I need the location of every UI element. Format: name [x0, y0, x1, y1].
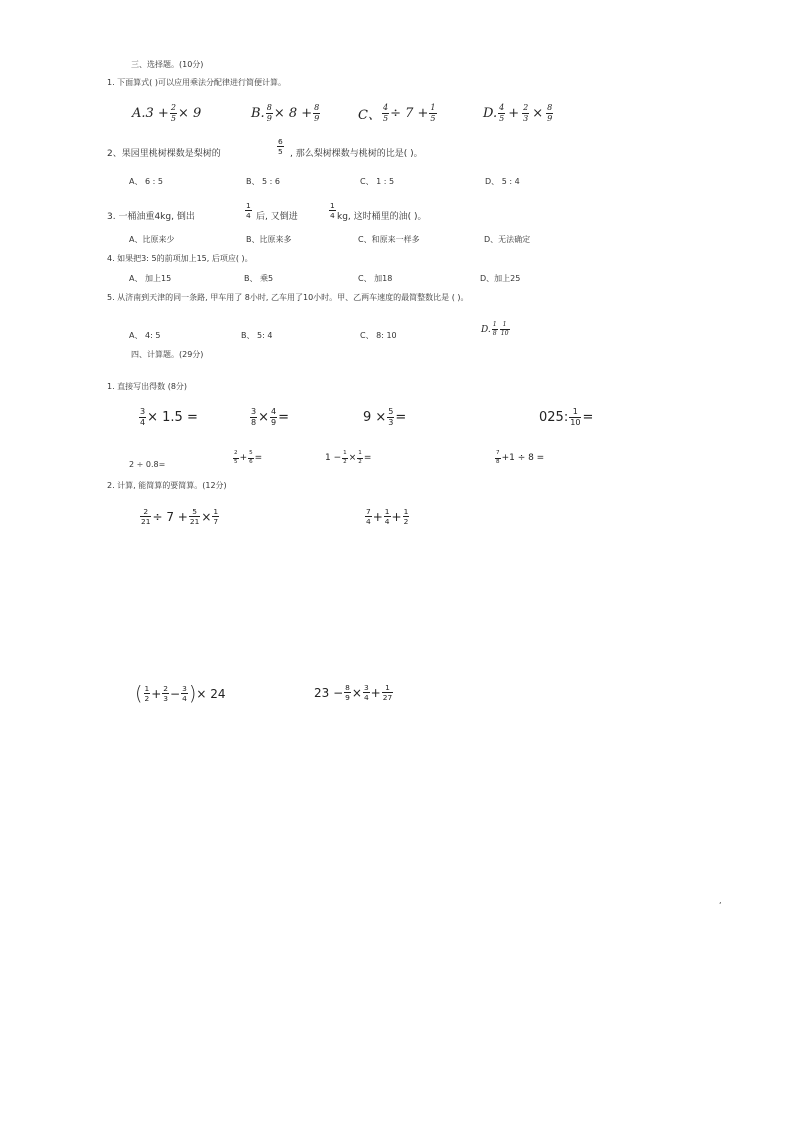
q2-option-c: C、 1 : 5 — [360, 177, 395, 186]
q3-option-b: B、比原来多 — [246, 235, 292, 244]
q1-option-b: B. $\frac{8}{9}$ × 8 + $\frac{8}{9}$ — [251, 103, 320, 124]
q5-option-c: C、 8: 10 — [360, 331, 397, 340]
calc-c1: $\frac{2}{21}$ ÷ 7 + $\frac{5}{21}$ × $\frac{1}{7}$ — [141, 507, 219, 527]
q1-option-d: D. $\frac{4}{5}$ + $\frac{2}{3}$ × $\frac{8}{9}$ — [483, 103, 553, 124]
q5-stem: 5. 从济南到天津的同一条路, 甲车用了 8小时, 乙车用了10小时。甲、乙两车速度的最简整数比是 ( )。 — [107, 293, 469, 302]
q5-option-d: D. $\frac{1}{8}$ $\frac{1}{10}$ — [481, 321, 509, 338]
calc-c4: 23 − $\frac{8}{9}$ × $\frac{3}{4}$ + $\frac{1}{27}$ — [314, 683, 393, 703]
q2-option-a: A、 6 : 5 — [129, 177, 163, 186]
calc-e8: $\frac{7}{8}$ +1 ÷ 8 = — [496, 450, 545, 465]
q4-option-c: C、 加18 — [358, 274, 393, 283]
part1-title: 1. 直接写出得数 (8分) — [107, 382, 188, 391]
calc-e4: 025: $\frac{1}{10}$ = — [539, 407, 594, 428]
stray-mark: , — [719, 896, 722, 905]
calc-e6: $\frac{2}{5}$ + $\frac{5}{6}$ = — [234, 450, 263, 465]
q3-option-a: A、比原来少 — [129, 235, 175, 244]
calc-c2: $\frac{7}{4}$ + $\frac{1}{4}$ + $\frac{1}{2}$ — [366, 507, 409, 527]
q1-stem: 1. 下面算式( )可以应用乘法分配律进行简便计算。 — [107, 78, 286, 87]
q3-stem-b: 后, 又倒进 — [256, 212, 298, 222]
q4-stem: 4. 如果把3: 5的前项加上15, 后项应( )。 — [107, 254, 253, 263]
q4-option-b: B、 乘5 — [244, 274, 274, 283]
section4-title: 四、计算题。(29分) — [131, 350, 204, 359]
q3-stem-a: 3. 一桶油重4kg, 倒出 — [107, 212, 195, 222]
q2-option-b: B、 5 : 6 — [246, 177, 280, 186]
q5-option-a: A、 4: 5 — [129, 331, 161, 340]
q3-fraction-2: $\frac{1}{4}$ — [330, 201, 335, 221]
q2-fraction: $\frac{6}{5}$ — [278, 137, 283, 157]
calc-e5: 2 ÷ 0.8= — [129, 460, 166, 469]
q3-fraction-1: $\frac{1}{4}$ — [246, 201, 251, 221]
q3-option-d: D、无法确定 — [484, 235, 531, 244]
calc-e2: $\frac{3}{8}$ × $\frac{4}{9}$ = — [251, 407, 290, 428]
q2-option-d: D、 5 : 4 — [485, 177, 520, 186]
q1-option-c: C、 $\frac{4}{5}$ ÷ 7 + $\frac{1}{5}$ — [358, 103, 436, 124]
q5-option-b: B、 5: 4 — [241, 331, 273, 340]
q2-stem-b: , 那么梨树棵数与桃树的比是( )。 — [290, 149, 423, 159]
calc-e3: 9 × $\frac{5}{3}$ = — [363, 407, 407, 428]
q4-option-d: D、加上25 — [480, 274, 521, 283]
q1-option-a: A.3 + $\frac{2}{5}$ × 9 — [132, 103, 202, 124]
section3-title: 三、选择题。(10分) — [131, 60, 204, 69]
q4-option-a: A、 加上15 — [129, 274, 172, 283]
q2-stem-a: 2、果园里桃树棵数是梨树的 — [107, 149, 221, 159]
calc-e7: 1 − $\frac{1}{2}$ × $\frac{1}{2}$ = — [325, 450, 372, 465]
q3-stem-c: kg, 这时桶里的油( )。 — [337, 212, 427, 222]
calc-c3: ( $\frac{1}{2}$ + $\frac{2}{3}$ − $\frac{3}{4}$ ) × 24 — [135, 682, 226, 705]
calc-e1: $\frac{3}{4}$ × 1.5 = — [140, 407, 198, 428]
q3-option-c: C、和原来一样多 — [358, 235, 420, 244]
part2-title: 2. 计算, 能简算的要简算。(12分) — [107, 481, 227, 490]
